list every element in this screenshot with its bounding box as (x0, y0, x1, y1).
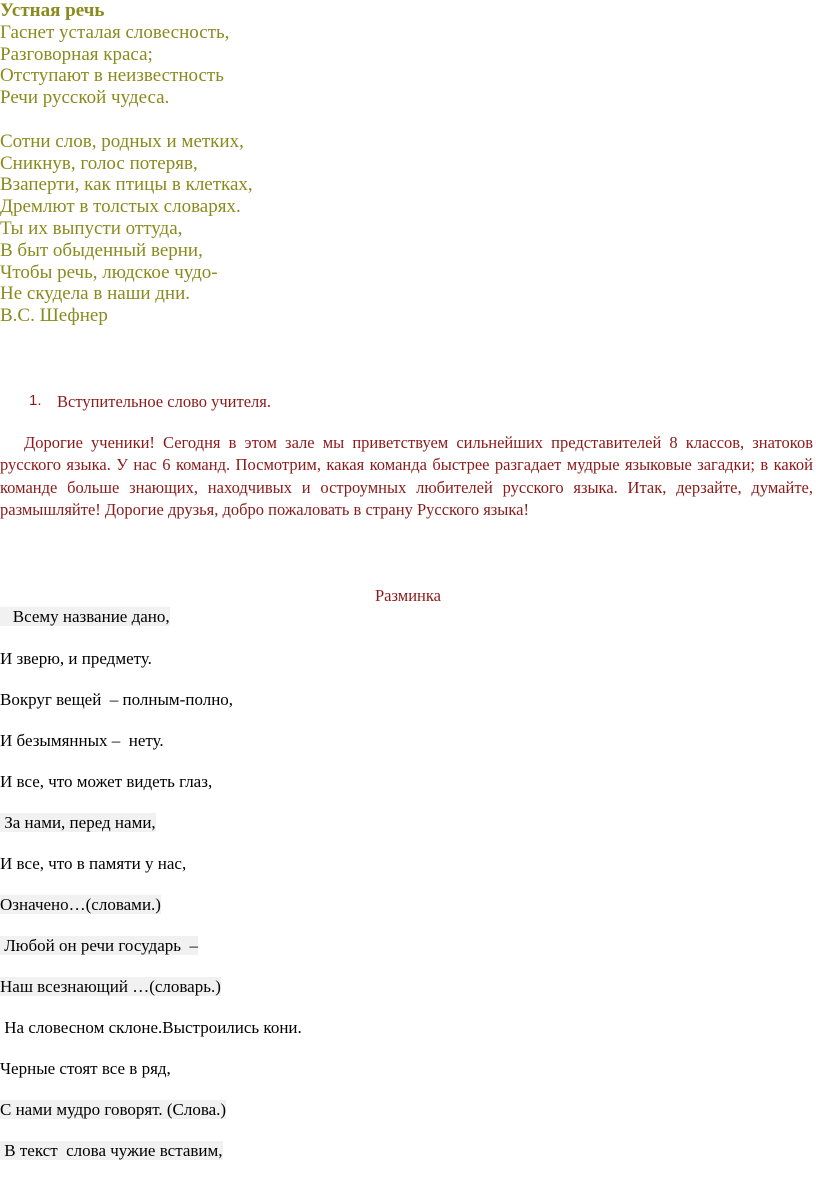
razminka-title: Разминка (375, 586, 441, 605)
riddle-line (0, 812, 800, 834)
riddle-line-text: И безымянных – нету. (0, 731, 164, 750)
poem-line: В быт обыденный верни, (0, 239, 203, 261)
riddle-line (0, 1140, 800, 1162)
riddle-line (0, 689, 800, 711)
riddle-line-text: И все, что может видеть глаз, (0, 772, 213, 791)
poem (0, 0, 800, 327)
riddle-line (0, 771, 800, 793)
section-heading-text: Вступительное слово учителя. (57, 392, 271, 411)
section-number: 1. (29, 392, 42, 409)
riddle-line (0, 894, 800, 916)
riddle-line (0, 1017, 800, 1039)
riddle-line-text: С нами мудро говорят. (Слова.) (0, 1100, 227, 1119)
stanza-gap (0, 109, 800, 131)
poem-line: Отступают в неизвестность (0, 65, 224, 87)
riddle-line-text: Любой он речи государь – (0, 936, 199, 955)
poem-line: Не скудела в наши дни. (0, 283, 190, 305)
poem-author: В.С. Шефнер (0, 305, 108, 327)
riddle-line (0, 1099, 800, 1121)
poem-line: Взаперти, как птицы в клетках, (0, 174, 253, 196)
poem-line: Сникнув, голос потеряв, (0, 152, 198, 174)
riddle-line (0, 730, 800, 752)
riddle-line-text: И все, что в памяти у нас, (0, 854, 187, 873)
riddle-line-text: Черные стоят все в ряд, (0, 1059, 171, 1078)
riddle-line (0, 935, 800, 957)
poem-line: Чтобы речь, людское чудо- (0, 261, 218, 283)
riddle-line (0, 606, 800, 628)
poem-line: Дремлют в толстых словарях. (0, 196, 241, 218)
riddle-line (0, 976, 800, 998)
riddle-line-text: Всему название дано, (0, 607, 170, 626)
riddle-line (0, 853, 800, 875)
riddle-line-text: В текст слова чужие вставим, (0, 1141, 223, 1160)
riddle-line-text: Вокруг вещей – полным-полно, (0, 690, 234, 709)
riddle-line-text: И зверю, и предмету. (0, 649, 152, 668)
riddle-line (0, 648, 800, 670)
poem-line: Ты их выпусти оттуда, (0, 217, 183, 239)
poem-line: Разговорная краса; (0, 43, 153, 65)
intro-paragraph: Дорогие ученики! Сегодня в этом зале мы приветствуем сильнейших представителей 8 классов, знатоков русского языка. У нас 6 команд. Посмотрим, какая команда быстрее разгадает мудрые языковые загадки; в какой команде больше знающих, находчивых и остроумных любителей русского языка. Итак, дерзайте, думайте, размышляйте! Дорогие друзья, добро пожаловать в страну Русского языка! (0, 433, 813, 520)
riddle-line-text: Означено…(словами.) (0, 895, 161, 914)
poem-line: Речи русской чудеса. (0, 87, 170, 109)
poem-title: Устная речь (0, 0, 105, 21)
riddle-line (0, 1058, 800, 1080)
poem-line: Гаснет усталая словесность, (0, 21, 230, 43)
riddle-line-text: На словесном склоне.Выстроились кони. (0, 1018, 302, 1037)
riddle-line-text: За нами, перед нами, (0, 813, 156, 832)
riddle-line-text: Наш всезнающий …(словарь.) (0, 977, 221, 996)
poem-line: Сотни слов, родных и метких, (0, 130, 244, 152)
